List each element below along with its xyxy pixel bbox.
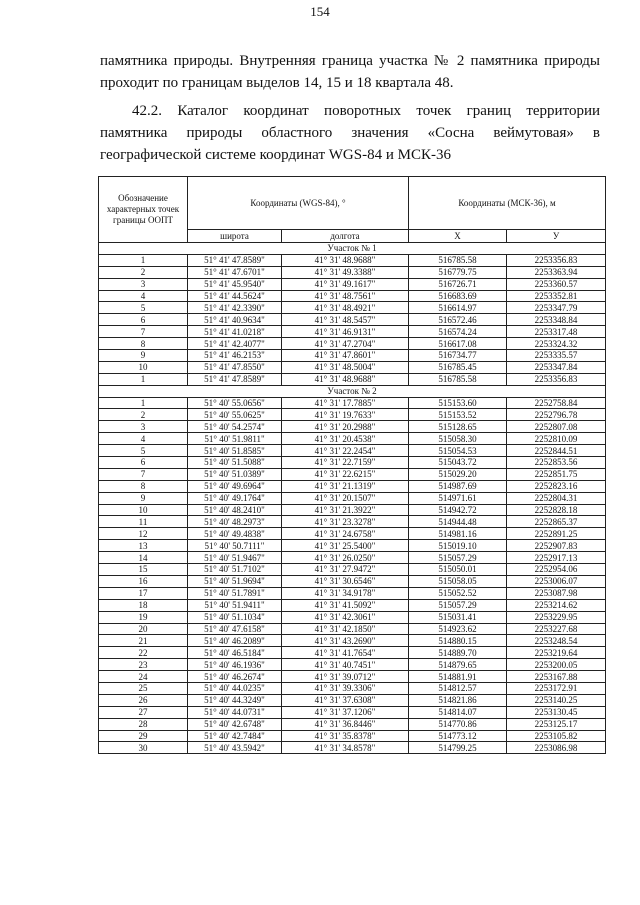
latitude-cell: 51° 40' 54.2574" xyxy=(188,421,282,433)
latitude-cell: 51° 40' 42.6748" xyxy=(188,718,282,730)
point-number-cell: 8 xyxy=(99,338,188,350)
header-lat: широта xyxy=(188,230,282,243)
table-row xyxy=(99,528,606,540)
table-row xyxy=(99,290,606,302)
latitude-cell: 51° 40' 44.0235" xyxy=(188,682,282,694)
x-cell: 515029.20 xyxy=(409,468,507,480)
y-cell: 2253125.17 xyxy=(507,718,606,730)
latitude-cell: 51° 40' 46.2674" xyxy=(188,671,282,683)
longitude-cell: 41° 31' 49.3388" xyxy=(282,266,409,278)
latitude-cell: 51° 40' 51.9694" xyxy=(188,575,282,587)
x-cell: 515128.65 xyxy=(409,421,507,433)
point-number-cell: 1 xyxy=(99,254,188,266)
latitude-cell: 51° 40' 46.2089" xyxy=(188,635,282,647)
longitude-cell: 41° 31' 39.3306" xyxy=(282,682,409,694)
table-row xyxy=(99,445,606,457)
y-cell: 2253356.83 xyxy=(507,373,606,385)
latitude-cell: 51° 40' 43.5942" xyxy=(188,742,282,754)
y-cell: 2253356.83 xyxy=(507,254,606,266)
y-cell: 2253200.05 xyxy=(507,659,606,671)
x-cell: 516574.24 xyxy=(409,326,507,338)
latitude-cell: 51° 40' 42.7484" xyxy=(188,730,282,742)
intro-line-1: памятника природы. Внутренняя граница участка № 2 памятника природы xyxy=(100,53,600,69)
latitude-cell: 51° 41' 47.6701" xyxy=(188,266,282,278)
y-cell: 2253105.82 xyxy=(507,730,606,742)
latitude-cell: 51° 41' 47.8589" xyxy=(188,373,282,385)
longitude-cell: 41° 31' 43.2690" xyxy=(282,635,409,647)
y-cell: 2253317.48 xyxy=(507,326,606,338)
longitude-cell: 41° 31' 39.0712" xyxy=(282,671,409,683)
x-cell: 515153.52 xyxy=(409,409,507,421)
y-cell: 2253087.98 xyxy=(507,587,606,599)
latitude-cell: 51° 40' 46.5184" xyxy=(188,647,282,659)
x-cell: 514971.61 xyxy=(409,492,507,504)
y-cell: 2253347.84 xyxy=(507,361,606,373)
table-row xyxy=(99,599,606,611)
x-cell: 516785.58 xyxy=(409,373,507,385)
latitude-cell: 51° 40' 44.3249" xyxy=(188,694,282,706)
latitude-cell: 51° 40' 55.0625" xyxy=(188,409,282,421)
x-cell: 514981.16 xyxy=(409,528,507,540)
y-cell: 2252810.09 xyxy=(507,433,606,445)
point-number-cell: 11 xyxy=(99,516,188,528)
latitude-cell: 51° 41' 45.9540" xyxy=(188,278,282,290)
latitude-cell: 51° 40' 55.0656" xyxy=(188,397,282,409)
table-row xyxy=(99,540,606,552)
latitude-cell: 51° 41' 40.9634" xyxy=(188,314,282,326)
longitude-cell: 41° 31' 41.5092" xyxy=(282,599,409,611)
point-number-cell: 6 xyxy=(99,314,188,326)
y-cell: 2252796.78 xyxy=(507,409,606,421)
longitude-cell: 41° 31' 22.6215" xyxy=(282,468,409,480)
table-row xyxy=(99,266,606,278)
longitude-cell: 41° 31' 22.2454" xyxy=(282,445,409,457)
coordinates-table xyxy=(98,176,606,754)
point-number-cell: 15 xyxy=(99,564,188,576)
table-row xyxy=(99,552,606,564)
table-row xyxy=(99,314,606,326)
point-number-cell: 9 xyxy=(99,492,188,504)
x-cell: 516614.97 xyxy=(409,302,507,314)
latitude-cell: 51° 40' 51.7102" xyxy=(188,564,282,576)
longitude-cell: 41° 31' 49.1617" xyxy=(282,278,409,290)
longitude-cell: 41° 31' 21.1319" xyxy=(282,480,409,492)
latitude-cell: 51° 40' 51.9811" xyxy=(188,433,282,445)
latitude-cell: 51° 40' 49.4838" xyxy=(188,528,282,540)
x-cell: 514821.86 xyxy=(409,694,507,706)
heading-line-1: 42.2. Каталог координат поворотных точек границ территории xyxy=(132,103,600,119)
point-number-cell: 3 xyxy=(99,278,188,290)
point-number-cell: 16 xyxy=(99,575,188,587)
table-row xyxy=(99,373,606,385)
latitude-cell: 51° 40' 49.6964" xyxy=(188,480,282,492)
point-number-cell: 28 xyxy=(99,718,188,730)
latitude-cell: 51° 40' 51.0389" xyxy=(188,468,282,480)
longitude-cell: 41° 31' 48.5004" xyxy=(282,361,409,373)
x-cell: 514944.48 xyxy=(409,516,507,528)
longitude-cell: 41° 31' 20.4538" xyxy=(282,433,409,445)
point-number-cell: 9 xyxy=(99,350,188,362)
longitude-cell: 41° 31' 42.3061" xyxy=(282,611,409,623)
x-cell: 514770.86 xyxy=(409,718,507,730)
latitude-cell: 51° 40' 51.7891" xyxy=(188,587,282,599)
table-row xyxy=(99,421,606,433)
point-number-cell: 12 xyxy=(99,528,188,540)
longitude-cell: 41° 31' 48.7561" xyxy=(282,290,409,302)
point-number-cell: 1 xyxy=(99,373,188,385)
point-number-cell: 3 xyxy=(99,421,188,433)
longitude-cell: 41° 31' 36.8446" xyxy=(282,718,409,730)
coordinates-table-body xyxy=(99,243,606,754)
latitude-cell: 51° 41' 44.5624" xyxy=(188,290,282,302)
point-number-cell: 1 xyxy=(99,397,188,409)
table-row xyxy=(99,587,606,599)
table-row xyxy=(99,575,606,587)
header-x: X xyxy=(409,230,507,243)
latitude-cell: 51° 40' 47.6158" xyxy=(188,623,282,635)
table-row xyxy=(99,254,606,266)
header-lon: долгота xyxy=(282,230,409,243)
table-row xyxy=(99,694,606,706)
table-row xyxy=(99,457,606,469)
point-number-cell: 30 xyxy=(99,742,188,754)
y-cell: 2252851.75 xyxy=(507,468,606,480)
longitude-cell: 41° 31' 47.2704" xyxy=(282,338,409,350)
header-msk-label: Координаты (МСК-36), м xyxy=(409,177,606,230)
point-number-cell: 10 xyxy=(99,504,188,516)
y-cell: 2253248.54 xyxy=(507,635,606,647)
y-cell: 2253352.81 xyxy=(507,290,606,302)
point-number-cell: 24 xyxy=(99,671,188,683)
longitude-cell: 41° 31' 26.0250" xyxy=(282,552,409,564)
y-cell: 2252917.13 xyxy=(507,552,606,564)
x-cell: 515057.29 xyxy=(409,552,507,564)
y-cell: 2253172.91 xyxy=(507,682,606,694)
longitude-cell: 41° 31' 47.8601" xyxy=(282,350,409,362)
y-cell: 2252823.16 xyxy=(507,480,606,492)
table-row xyxy=(99,718,606,730)
table-row xyxy=(99,671,606,683)
table-row xyxy=(99,504,606,516)
header-wgs-label: Координаты (WGS-84), ° xyxy=(188,177,409,230)
point-number-cell: 20 xyxy=(99,623,188,635)
longitude-cell: 41° 31' 34.9178" xyxy=(282,587,409,599)
table-row xyxy=(99,492,606,504)
point-number-cell: 8 xyxy=(99,480,188,492)
y-cell: 2252853.56 xyxy=(507,457,606,469)
latitude-cell: 51° 41' 41.0218" xyxy=(188,326,282,338)
y-cell: 2253219.64 xyxy=(507,647,606,659)
longitude-cell: 41° 31' 42.1850" xyxy=(282,623,409,635)
y-cell: 2253086.98 xyxy=(507,742,606,754)
point-number-cell: 6 xyxy=(99,457,188,469)
longitude-cell: 41° 31' 27.9472" xyxy=(282,564,409,576)
point-number-cell: 5 xyxy=(99,445,188,457)
longitude-cell: 41° 31' 22.7159" xyxy=(282,457,409,469)
point-number-cell: 2 xyxy=(99,266,188,278)
latitude-cell: 51° 40' 49.1764" xyxy=(188,492,282,504)
y-cell: 2253006.07 xyxy=(507,575,606,587)
point-number-cell: 27 xyxy=(99,706,188,718)
x-cell: 515043.72 xyxy=(409,457,507,469)
y-cell: 2253347.79 xyxy=(507,302,606,314)
longitude-cell: 41° 31' 48.4921" xyxy=(282,302,409,314)
point-number-cell: 18 xyxy=(99,599,188,611)
longitude-cell: 41° 31' 34.8578" xyxy=(282,742,409,754)
x-cell: 514812.57 xyxy=(409,682,507,694)
section-row xyxy=(99,385,606,397)
x-cell: 515054.53 xyxy=(409,445,507,457)
y-cell: 2252804.31 xyxy=(507,492,606,504)
point-number-cell: 7 xyxy=(99,326,188,338)
latitude-cell: 51° 40' 48.2410" xyxy=(188,504,282,516)
page-number: 154 xyxy=(310,4,330,19)
x-cell: 514773.12 xyxy=(409,730,507,742)
x-cell: 514889.70 xyxy=(409,647,507,659)
point-number-cell: 7 xyxy=(99,468,188,480)
y-cell: 2252844.51 xyxy=(507,445,606,457)
x-cell: 516683.69 xyxy=(409,290,507,302)
table-row xyxy=(99,326,606,338)
table-row xyxy=(99,338,606,350)
longitude-cell: 41° 31' 30.6546" xyxy=(282,575,409,587)
latitude-cell: 51° 40' 51.9467" xyxy=(188,552,282,564)
table-row xyxy=(99,611,606,623)
point-number-cell: 10 xyxy=(99,361,188,373)
longitude-cell: 41° 31' 20.1507" xyxy=(282,492,409,504)
x-cell: 515019.10 xyxy=(409,540,507,552)
y-cell: 2252907.83 xyxy=(507,540,606,552)
y-cell: 2253227.68 xyxy=(507,623,606,635)
point-number-cell: 22 xyxy=(99,647,188,659)
x-cell: 514879.65 xyxy=(409,659,507,671)
y-cell: 2253324.32 xyxy=(507,338,606,350)
table-row xyxy=(99,647,606,659)
intro-line-2: проходит по границам выделов 14, 15 и 18 квартала 48. xyxy=(100,75,454,91)
section-title: Участок № 1 xyxy=(99,243,606,255)
point-number-cell: 14 xyxy=(99,552,188,564)
y-cell: 2253130.45 xyxy=(507,706,606,718)
point-number-cell: 26 xyxy=(99,694,188,706)
table-row xyxy=(99,706,606,718)
table-row xyxy=(99,302,606,314)
table-row xyxy=(99,350,606,362)
x-cell: 516785.58 xyxy=(409,254,507,266)
longitude-cell: 41° 31' 37.1206" xyxy=(282,706,409,718)
latitude-cell: 51° 41' 47.8589" xyxy=(188,254,282,266)
longitude-cell: 41° 31' 35.8378" xyxy=(282,730,409,742)
table-row xyxy=(99,635,606,647)
x-cell: 515153.60 xyxy=(409,397,507,409)
longitude-cell: 41° 31' 48.9688" xyxy=(282,373,409,385)
x-cell: 515050.01 xyxy=(409,564,507,576)
table-row xyxy=(99,397,606,409)
point-number-cell: 21 xyxy=(99,635,188,647)
y-cell: 2253360.57 xyxy=(507,278,606,290)
y-cell: 2253214.62 xyxy=(507,599,606,611)
x-cell: 514880.15 xyxy=(409,635,507,647)
y-cell: 2253363.94 xyxy=(507,266,606,278)
longitude-cell: 41° 31' 46.9131" xyxy=(282,326,409,338)
y-cell: 2252758.84 xyxy=(507,397,606,409)
longitude-cell: 41° 31' 40.7451" xyxy=(282,659,409,671)
table-row xyxy=(99,682,606,694)
longitude-cell: 41° 31' 19.7633" xyxy=(282,409,409,421)
table-row xyxy=(99,278,606,290)
table-row xyxy=(99,730,606,742)
table-row xyxy=(99,742,606,754)
longitude-cell: 41° 31' 48.9688" xyxy=(282,254,409,266)
y-cell: 2252891.25 xyxy=(507,528,606,540)
table-row xyxy=(99,659,606,671)
y-cell: 2253335.57 xyxy=(507,350,606,362)
x-cell: 514923.62 xyxy=(409,623,507,635)
section-row xyxy=(99,243,606,255)
longitude-cell: 41° 31' 17.7885" xyxy=(282,397,409,409)
x-cell: 515057.29 xyxy=(409,599,507,611)
y-cell: 2253348.84 xyxy=(507,314,606,326)
table-row xyxy=(99,480,606,492)
x-cell: 516572.46 xyxy=(409,314,507,326)
x-cell: 515058.30 xyxy=(409,433,507,445)
x-cell: 516779.75 xyxy=(409,266,507,278)
table-row xyxy=(99,468,606,480)
latitude-cell: 51° 40' 44.0731" xyxy=(188,706,282,718)
table-row xyxy=(99,564,606,576)
x-cell: 514942.72 xyxy=(409,504,507,516)
longitude-cell: 41° 31' 23.3278" xyxy=(282,516,409,528)
point-number-cell: 13 xyxy=(99,540,188,552)
y-cell: 2252954.06 xyxy=(507,564,606,576)
header-y: У xyxy=(507,230,606,243)
x-cell: 514799.25 xyxy=(409,742,507,754)
y-cell: 2253140.25 xyxy=(507,694,606,706)
x-cell: 514987.69 xyxy=(409,480,507,492)
table-row xyxy=(99,516,606,528)
latitude-cell: 51° 41' 46.2153" xyxy=(188,350,282,362)
y-cell: 2253229.95 xyxy=(507,611,606,623)
x-cell: 515031.41 xyxy=(409,611,507,623)
point-number-cell: 23 xyxy=(99,659,188,671)
latitude-cell: 51° 40' 51.1034" xyxy=(188,611,282,623)
latitude-cell: 51° 40' 51.5088" xyxy=(188,457,282,469)
point-number-cell: 5 xyxy=(99,302,188,314)
x-cell: 514814.07 xyxy=(409,706,507,718)
longitude-cell: 41° 31' 24.6758" xyxy=(282,528,409,540)
latitude-cell: 51° 40' 48.2973" xyxy=(188,516,282,528)
latitude-cell: 51° 40' 50.7111" xyxy=(188,540,282,552)
table-row xyxy=(99,409,606,421)
point-number-cell: 19 xyxy=(99,611,188,623)
latitude-cell: 51° 40' 46.1936" xyxy=(188,659,282,671)
table-row xyxy=(99,623,606,635)
table-row xyxy=(99,433,606,445)
x-cell: 516785.45 xyxy=(409,361,507,373)
y-cell: 2252828.18 xyxy=(507,504,606,516)
latitude-cell: 51° 41' 47.8550" xyxy=(188,361,282,373)
x-cell: 516734.77 xyxy=(409,350,507,362)
y-cell: 2252807.08 xyxy=(507,421,606,433)
point-number-cell: 4 xyxy=(99,433,188,445)
point-number-cell: 29 xyxy=(99,730,188,742)
point-number-cell: 25 xyxy=(99,682,188,694)
x-cell: 515052.52 xyxy=(409,587,507,599)
x-cell: 514881.91 xyxy=(409,671,507,683)
point-number-cell: 2 xyxy=(99,409,188,421)
longitude-cell: 41° 31' 21.3922" xyxy=(282,504,409,516)
point-number-cell: 17 xyxy=(99,587,188,599)
x-cell: 515058.05 xyxy=(409,575,507,587)
heading-line-2: памятника природы областного значения «Сосна веймутовая» в xyxy=(100,125,600,141)
y-cell: 2253167.88 xyxy=(507,671,606,683)
longitude-cell: 41° 31' 37.6308" xyxy=(282,694,409,706)
longitude-cell: 41° 31' 20.2988" xyxy=(282,421,409,433)
latitude-cell: 51° 41' 42.4077" xyxy=(188,338,282,350)
latitude-cell: 51° 41' 42.3390" xyxy=(188,302,282,314)
header-point-label: Обозначение характерных точек границы ООПТ xyxy=(99,177,188,243)
longitude-cell: 41° 31' 48.5457" xyxy=(282,314,409,326)
x-cell: 516617.08 xyxy=(409,338,507,350)
latitude-cell: 51° 40' 51.9411" xyxy=(188,599,282,611)
point-number-cell: 4 xyxy=(99,290,188,302)
y-cell: 2252865.37 xyxy=(507,516,606,528)
heading-line-3: географической системе координат WGS-84 и МСК-36 xyxy=(100,147,451,163)
longitude-cell: 41° 31' 25.5400" xyxy=(282,540,409,552)
section-title: Участок № 2 xyxy=(99,385,606,397)
x-cell: 516726.71 xyxy=(409,278,507,290)
table-row xyxy=(99,361,606,373)
longitude-cell: 41° 31' 41.7654" xyxy=(282,647,409,659)
latitude-cell: 51° 40' 51.8585" xyxy=(188,445,282,457)
